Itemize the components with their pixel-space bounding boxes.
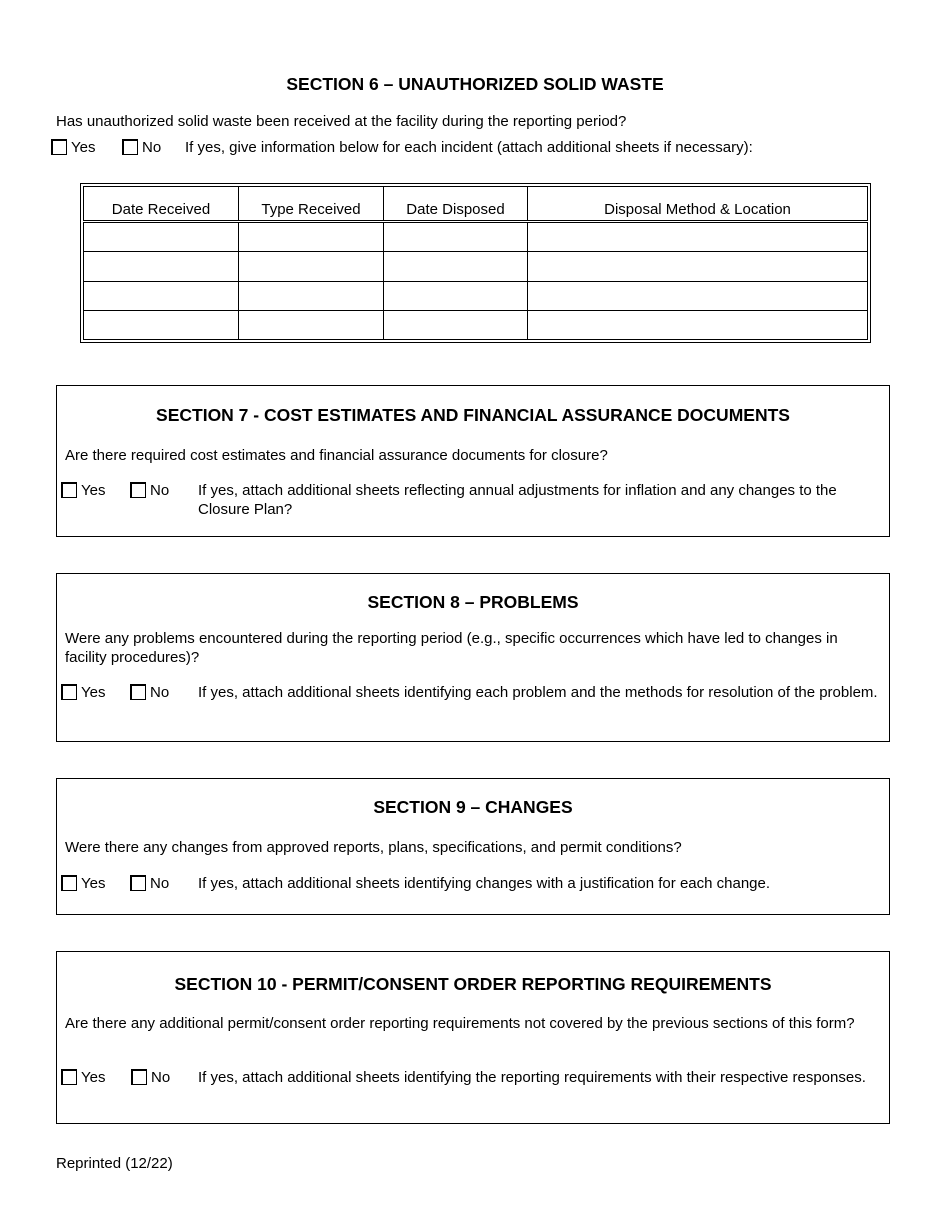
section-10-instruction: If yes, attach additional sheets identifying the reporting requirements with their respective responses.	[198, 1069, 866, 1086]
table-cell[interactable]	[528, 310, 868, 339]
section-9-yes-label: Yes	[81, 875, 106, 892]
section-10-no-checkbox[interactable]	[131, 1069, 147, 1085]
section-6-no-label: No	[142, 139, 162, 156]
section-10-title: SECTION 10 - PERMIT/CONSENT ORDER REPORTING REQUIREMENTS	[174, 974, 772, 994]
table-cell[interactable]	[84, 281, 239, 310]
table-cell[interactable]	[384, 281, 528, 310]
section-10-no-label: No	[151, 1069, 171, 1086]
section-7-no-checkbox[interactable]	[130, 482, 146, 498]
column-header: Date Disposed	[384, 187, 528, 222]
table-cell[interactable]	[239, 281, 384, 310]
column-header: Type Received	[239, 187, 384, 222]
incident-table	[80, 183, 871, 343]
table-cell[interactable]	[239, 222, 384, 252]
section-6-yes-label: Yes	[71, 139, 96, 156]
section-9-no-option[interactable]	[130, 875, 169, 893]
section-8-title: SECTION 8 – PROBLEMS	[367, 592, 579, 612]
table-cell[interactable]	[239, 310, 384, 339]
section-8-yes-checkbox[interactable]	[61, 684, 77, 700]
section-9-no-checkbox[interactable]	[130, 875, 146, 891]
reprint-note: Reprinted (12/22)	[56, 1155, 173, 1172]
section-9-instruction: If yes, attach additional sheets identifying changes with a justification for each change.	[198, 875, 771, 892]
table-cell[interactable]	[84, 222, 239, 252]
section-7-question: Are there required cost estimates and financial assurance documents for closure?	[65, 447, 608, 464]
section-7-yes-option[interactable]	[61, 482, 105, 500]
table-cell[interactable]	[84, 252, 239, 281]
section-6-yes-checkbox[interactable]	[51, 139, 67, 155]
section-7-yes-checkbox[interactable]	[61, 482, 77, 498]
section-9-yes-checkbox[interactable]	[61, 875, 77, 891]
section-8-no-label: No	[150, 684, 170, 701]
section-9-title: SECTION 9 – CHANGES	[373, 797, 573, 817]
section-6-title: SECTION 6 – UNAUTHORIZED SOLID WASTE	[286, 74, 664, 94]
section-10-yes-label: Yes	[81, 1069, 106, 1086]
section-7-title: SECTION 7 - COST ESTIMATES AND FINANCIAL ASSURANCE DOCUMENTS	[156, 405, 790, 425]
table-row	[84, 310, 868, 339]
table-cell[interactable]	[528, 222, 868, 252]
table-cell[interactable]	[528, 281, 868, 310]
section-8-yes-option[interactable]	[61, 684, 105, 702]
section-9-no-label: No	[150, 875, 170, 892]
section-8-yes-label: Yes	[81, 684, 106, 701]
section-8-no-option[interactable]	[130, 684, 169, 702]
section-10-no-option[interactable]	[131, 1069, 170, 1087]
column-header: Date Received	[84, 187, 239, 222]
section-7-no-option[interactable]	[130, 482, 169, 500]
section-6-no-checkbox[interactable]	[122, 139, 138, 155]
section-7-no-label: No	[150, 482, 170, 499]
section-8-instruction: If yes, attach additional sheets identifying each problem and the methods for resolution of the problem.	[198, 684, 878, 701]
section-6-yes-option[interactable]	[51, 139, 95, 157]
section-10-question: Are there any additional permit/consent order reporting requirements not covered by the previous sections of this form?	[65, 1015, 855, 1032]
table-cell[interactable]	[384, 222, 528, 252]
section-8-question: Were any problems encountered during the reporting period (e.g., specific occurrences which have led to changes in facility procedures)?	[65, 630, 838, 666]
section-7-yes-label: Yes	[81, 482, 106, 499]
section-7-instruction: If yes, attach additional sheets reflecting annual adjustments for inflation and any changes to the Closure Plan?	[198, 482, 837, 518]
table-cell[interactable]	[84, 310, 239, 339]
section-9-yes-option[interactable]	[61, 875, 105, 893]
section-6-question: Has unauthorized solid waste been received at the facility during the reporting period?	[56, 113, 627, 130]
section-6-instruction: If yes, give information below for each incident (attach additional sheets if necessary):	[185, 139, 753, 156]
table-cell[interactable]	[239, 252, 384, 281]
section-9-question: Were there any changes from approved reports, plans, specifications, and permit conditions?	[65, 839, 682, 856]
table-row	[84, 252, 868, 281]
table-cell[interactable]	[528, 252, 868, 281]
table-row	[84, 222, 868, 252]
section-8-no-checkbox[interactable]	[130, 684, 146, 700]
section-6-no-option[interactable]	[122, 139, 161, 157]
table-cell[interactable]	[384, 310, 528, 339]
table-row	[84, 281, 868, 310]
section-10-yes-checkbox[interactable]	[61, 1069, 77, 1085]
column-header: Disposal Method & Location	[528, 187, 868, 222]
table-cell[interactable]	[384, 252, 528, 281]
table-header-row	[84, 187, 868, 222]
section-10-yes-option[interactable]	[61, 1069, 105, 1087]
